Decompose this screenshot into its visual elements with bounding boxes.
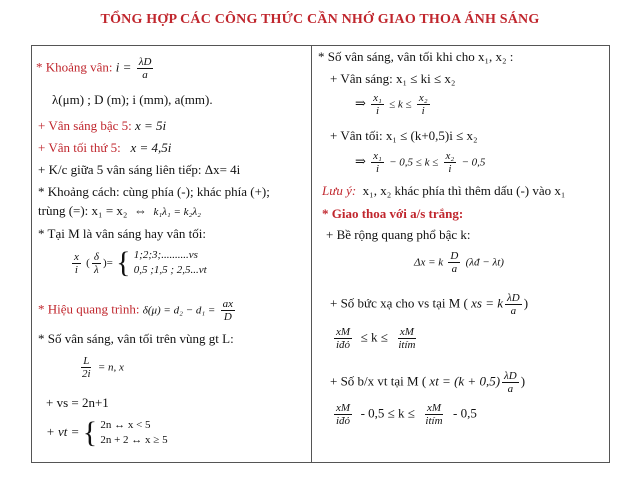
khoang-van-lhs: i =	[115, 59, 132, 75]
so-bx-vt-result: $\frac{xM}{\text{iđỏ}}$ - 0,5 ≤ k ≤ $\frac{xM}{\text{itím}}$ - 0,5	[336, 402, 477, 427]
be-rong-label: + Bề rộng quang phổ bậc k:	[326, 227, 471, 242]
column-divider	[311, 45, 312, 463]
so-van-L-formula: $\frac{L}{2i}$ = n, x	[82, 355, 124, 380]
khoang-van-line	[36, 56, 155, 81]
tai-M-formula: $\frac{x}{i}$ ( $\frac{\delta}{\lambda}$ )= { 1;2;3;..........vs 0,5 ;1,5 ; 2,5...vt	[74, 246, 207, 279]
so-buc-xa-vs: + Số bức xạ cho vs tại M ( xs = k $\frac{\lambda D}{a}$ )	[330, 292, 529, 317]
khoang-van-label: * Khoảng vân:	[36, 59, 113, 75]
van-sang-bac5: + Vân sáng bậc 5: x = 5i	[38, 118, 167, 133]
khoang-van-fraction: $\frac{\lambda D}{a}$	[138, 56, 152, 81]
van-toi-condition: + Vân tối: x₁ ≤ (k+0,5)i ≤ x₂	[330, 128, 478, 143]
be-rong-formula: Δx = k $\frac{D}{a}$ (λđ − λt)	[414, 250, 504, 275]
van-sang-result: ⇒ $\frac{\text{x₁}}{i}$ ≤ k ≤ $\frac{\text{x₂}}{i}$	[355, 92, 428, 117]
luu-y: Lưu ý: x₁, x₂ khác phía thì thêm dấu (-) vào x₁	[322, 183, 566, 198]
so-bx-vt: + Số b/x vt tại M ( xt = (k + 0,5) $\frac{\lambda D}{a}$ )	[330, 370, 526, 395]
khoang-cach-1: * Khoảng cách: cùng phía (-); khác phía (+);	[38, 184, 270, 199]
tai-M-label: * Tại M là vân sáng hay vân tối:	[38, 226, 207, 241]
page-title: TỔNG HỢP CÁC CÔNG THỨC CẦN NHỚ GIAO THOA ÁNH SÁNG	[100, 12, 540, 27]
giao-thoa-as-trang: * Giao thoa với a/s trắng:	[322, 206, 464, 221]
hieu-quang-trinh: * Hiệu quang trình: δ(μ) = d₂ − d₁ = $\frac{ax}{D}$	[38, 298, 233, 323]
units-line: λ(μm) ; D (m); i (mm), a(mm).	[52, 92, 213, 107]
kc-5-van: + K/c giữa 5 vân sáng liên tiếp: Δx= 4i	[38, 162, 241, 177]
van-sang-condition: + Vân sáng: x₁ ≤ ki ≤ x₂	[330, 71, 456, 86]
van-toi-result: ⇒ $\frac{\text{x₁}}{i}$ − 0,5 ≤ k ≤ $\frac{\text{x₂}}{i}$ − 0,5	[355, 150, 486, 175]
vt-formula: + vt = { 2n ↔ x < 5 2n + 2 ↔ x ≥ 5	[46, 416, 168, 449]
khoang-cach-2: trùng (=): x₁ = x₂ ⇔ k₁λ₁ = k₂λ₂	[38, 203, 201, 218]
so-van-x1x2: * Số vân sáng, vân tối khi cho x₁, x₂ :	[318, 49, 514, 64]
vs-formula: + vs = 2n+1	[46, 395, 109, 410]
so-van-L-label: * Số vân sáng, vân tối trên vùng gt L:	[38, 331, 234, 346]
so-buc-xa-vs-result: $\frac{xM}{\text{iđỏ}}$ ≤ k ≤ $\frac{xM}{\text{itím}}$	[336, 326, 416, 351]
van-toi-thu5: + Vân tối thứ 5: x = 4,5i	[38, 140, 172, 155]
